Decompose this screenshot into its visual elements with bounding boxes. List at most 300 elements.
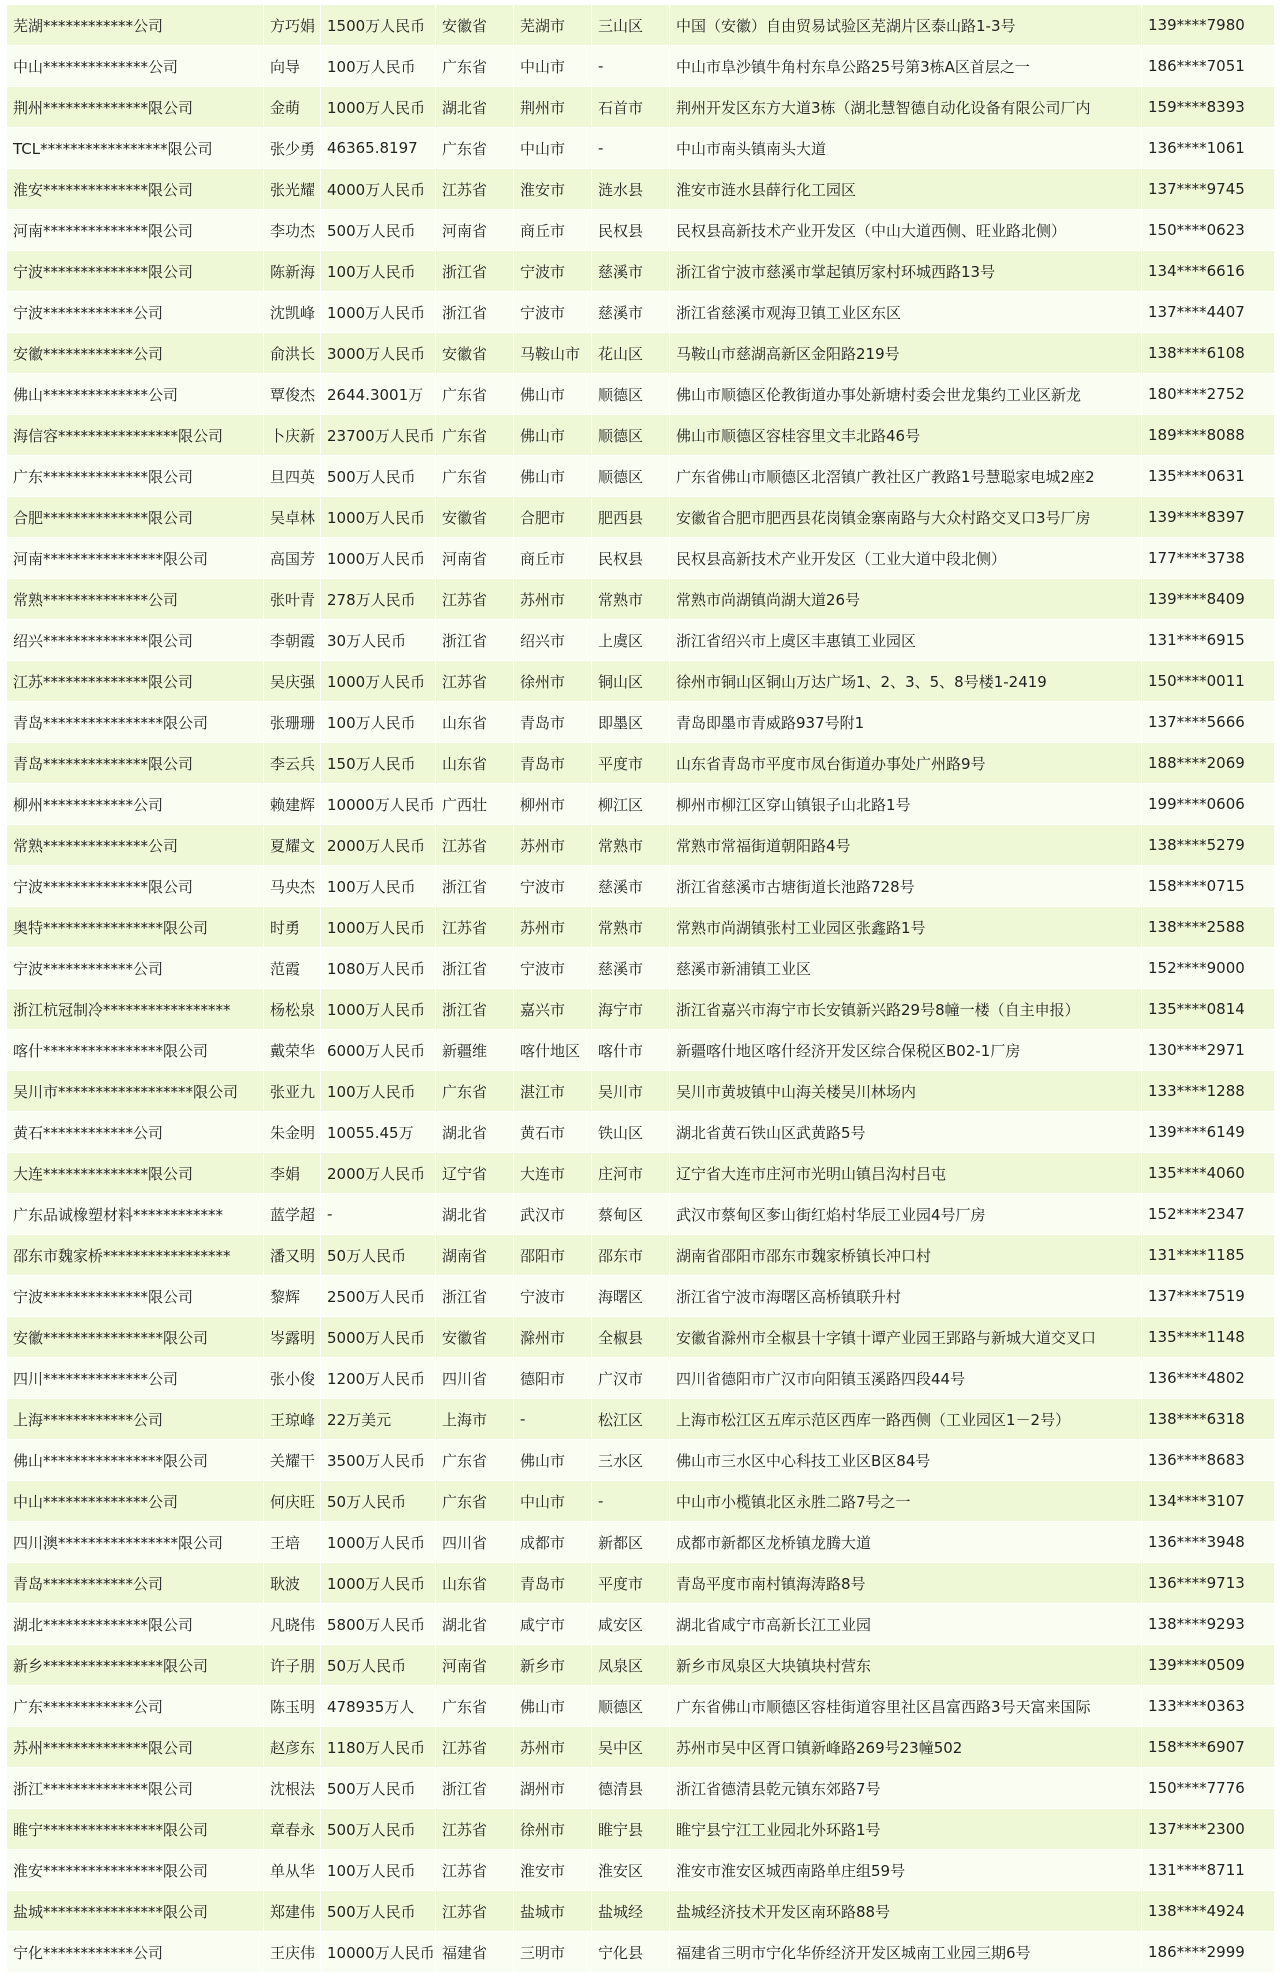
table-body [7, 5, 1275, 1973]
cell-province: 广东省 [436, 374, 514, 415]
cell-contact-person: 范霞 [264, 948, 321, 989]
cell-district: 慈溪市 [592, 866, 670, 907]
cell-registered-capital: 50万人民币 [321, 1235, 436, 1276]
cell-district: 德清县 [592, 1768, 670, 1809]
cell-phone: 150****0623 [1142, 210, 1275, 251]
table-row [7, 1153, 1275, 1194]
table-row [7, 743, 1275, 784]
cell-city: 中山市 [514, 1481, 592, 1522]
cell-address: 浙江省德清县乾元镇东郊路7号 [670, 1768, 1142, 1809]
table-row [7, 989, 1275, 1030]
cell-province: 四川省 [436, 1522, 514, 1563]
cell-province: 浙江省 [436, 866, 514, 907]
table-row [7, 579, 1275, 620]
table-row [7, 620, 1275, 661]
cell-phone: 186****7051 [1142, 46, 1275, 87]
cell-contact-person: 李云兵 [264, 743, 321, 784]
cell-city: 宁波市 [514, 948, 592, 989]
cell-district: 新都区 [592, 1522, 670, 1563]
cell-company-name: 邵东市魏家桥***************** [7, 1235, 264, 1276]
cell-city: 商丘市 [514, 538, 592, 579]
cell-address: 浙江省宁波市慈溪市掌起镇厉家村环城西路13号 [670, 251, 1142, 292]
table-row [7, 1481, 1275, 1522]
table-row [7, 128, 1275, 169]
cell-phone: 177****3738 [1142, 538, 1275, 579]
cell-registered-capital: 23700万人民币 [321, 415, 436, 456]
cell-province: 河南省 [436, 538, 514, 579]
cell-phone: 139****0509 [1142, 1645, 1275, 1686]
cell-contact-person: 郑建伟 [264, 1891, 321, 1932]
cell-company-name: 海信容****************限公司 [7, 415, 264, 456]
cell-company-name: 广东************公司 [7, 1686, 264, 1727]
cell-city: 青岛市 [514, 1563, 592, 1604]
table-row [7, 1194, 1275, 1235]
cell-district: 咸安区 [592, 1604, 670, 1645]
cell-phone: 130****2971 [1142, 1030, 1275, 1071]
table-row [7, 1563, 1275, 1604]
cell-phone: 150****0011 [1142, 661, 1275, 702]
cell-registered-capital: 150万人民币 [321, 743, 436, 784]
cell-address: 广东省佛山市顺德区北滘镇广教社区广教路1号慧聪家电城2座2 [670, 456, 1142, 497]
cell-city: 佛山市 [514, 415, 592, 456]
table-row [7, 1071, 1275, 1112]
cell-city: 徐州市 [514, 661, 592, 702]
cell-province: 浙江省 [436, 292, 514, 333]
cell-city: 佛山市 [514, 1440, 592, 1481]
cell-address: 常熟市常福街道朝阳路4号 [670, 825, 1142, 866]
cell-registered-capital: 2644.3001万 [321, 374, 436, 415]
cell-registered-capital: 500万人民币 [321, 1891, 436, 1932]
table-row [7, 907, 1275, 948]
cell-phone: 138****5279 [1142, 825, 1275, 866]
cell-contact-person: 王培 [264, 1522, 321, 1563]
cell-company-name: 浙江杭冠制冷***************** [7, 989, 264, 1030]
cell-city: 佛山市 [514, 456, 592, 497]
cell-phone: 139****8397 [1142, 497, 1275, 538]
cell-registered-capital: 5000万人民币 [321, 1317, 436, 1358]
cell-phone: 136****9713 [1142, 1563, 1275, 1604]
cell-contact-person: 向导 [264, 46, 321, 87]
cell-province: 广东省 [436, 415, 514, 456]
cell-registered-capital: 478935万人 [321, 1686, 436, 1727]
cell-contact-person: 夏耀文 [264, 825, 321, 866]
cell-address: 山东省青岛市平度市凤台街道办事处广州路9号 [670, 743, 1142, 784]
cell-district: 庄河市 [592, 1153, 670, 1194]
cell-city: 喀什地区 [514, 1030, 592, 1071]
cell-phone: 138****9293 [1142, 1604, 1275, 1645]
cell-phone: 135****0631 [1142, 456, 1275, 497]
cell-phone: 133****1288 [1142, 1071, 1275, 1112]
cell-province: 广东省 [436, 1481, 514, 1522]
cell-company-name: 佛山**************公司 [7, 374, 264, 415]
cell-phone: 137****2300 [1142, 1809, 1275, 1850]
cell-district: - [592, 1481, 670, 1522]
cell-address: 湖南省邵阳市邵东市魏家桥镇长冲口村 [670, 1235, 1142, 1276]
cell-registered-capital: 3000万人民币 [321, 333, 436, 374]
cell-company-name: 浙江**************限公司 [7, 1768, 264, 1809]
cell-address: 佛山市顺德区容桂容里文丰北路46号 [670, 415, 1142, 456]
table-row [7, 1932, 1275, 1973]
cell-address: 民权县高新技术产业开发区（中山大道西侧、旺业路北侧） [670, 210, 1142, 251]
cell-company-name: 吴川市******************限公司 [7, 1071, 264, 1112]
cell-contact-person: 时勇 [264, 907, 321, 948]
cell-province: 江苏省 [436, 579, 514, 620]
cell-province: 广东省 [436, 1071, 514, 1112]
cell-company-name: 青岛**************限公司 [7, 743, 264, 784]
cell-district: 民权县 [592, 538, 670, 579]
cell-contact-person: 赵彦东 [264, 1727, 321, 1768]
company-table [6, 4, 1275, 1973]
cell-province: 河南省 [436, 210, 514, 251]
cell-contact-person: 张珊珊 [264, 702, 321, 743]
table-row [7, 1112, 1275, 1153]
cell-contact-person: 沈根法 [264, 1768, 321, 1809]
cell-address: 吴川市黄坡镇中山海关楼吴川林场内 [670, 1071, 1142, 1112]
cell-company-name: 佛山****************限公司 [7, 1440, 264, 1481]
cell-district: 邵东市 [592, 1235, 670, 1276]
cell-district: 蔡甸区 [592, 1194, 670, 1235]
cell-company-name: 广东品诚橡塑材料************ [7, 1194, 264, 1235]
cell-registered-capital: 50万人民币 [321, 1645, 436, 1686]
cell-registered-capital: 30万人民币 [321, 620, 436, 661]
cell-phone: 138****6108 [1142, 333, 1275, 374]
cell-registered-capital: 100万人民币 [321, 1071, 436, 1112]
cell-address: 新疆喀什地区喀什经济开发区综合保税区B02-1厂房 [670, 1030, 1142, 1071]
cell-province: 湖北省 [436, 1604, 514, 1645]
cell-district: 柳江区 [592, 784, 670, 825]
cell-address: 新乡市凤泉区大块镇块村营东 [670, 1645, 1142, 1686]
cell-contact-person: 张小俊 [264, 1358, 321, 1399]
cell-registered-capital: 10000万人民币 [321, 784, 436, 825]
cell-district: 全椒县 [592, 1317, 670, 1358]
cell-city: 黄石市 [514, 1112, 592, 1153]
cell-registered-capital: 2000万人民币 [321, 825, 436, 866]
cell-registered-capital: 1000万人民币 [321, 292, 436, 333]
cell-province: 浙江省 [436, 620, 514, 661]
cell-company-name: 盐城****************限公司 [7, 1891, 264, 1932]
cell-phone: 159****8393 [1142, 87, 1275, 128]
cell-city: 苏州市 [514, 907, 592, 948]
cell-district: 慈溪市 [592, 948, 670, 989]
cell-district: 吴川市 [592, 1071, 670, 1112]
cell-phone: 138****4924 [1142, 1891, 1275, 1932]
cell-district: 顺德区 [592, 415, 670, 456]
cell-phone: 135****1148 [1142, 1317, 1275, 1358]
cell-address: 马鞍山市慈湖高新区金阳路219号 [670, 333, 1142, 374]
table-row [7, 251, 1275, 292]
cell-address: 中山市小榄镇北区永胜二路7号之一 [670, 1481, 1142, 1522]
cell-company-name: 奥特****************限公司 [7, 907, 264, 948]
cell-district: 淮安区 [592, 1850, 670, 1891]
table-row [7, 1686, 1275, 1727]
cell-address: 浙江省嘉兴市海宁市长安镇新兴路29号8幢一楼（自主申报） [670, 989, 1142, 1030]
table-row [7, 1440, 1275, 1481]
cell-province: 江苏省 [436, 169, 514, 210]
cell-contact-person: 戴荣华 [264, 1030, 321, 1071]
cell-phone: 158****6907 [1142, 1727, 1275, 1768]
table-row [7, 169, 1275, 210]
cell-registered-capital: 278万人民币 [321, 579, 436, 620]
cell-registered-capital: 100万人民币 [321, 251, 436, 292]
cell-district: 常熟市 [592, 907, 670, 948]
cell-contact-person: 卜庆新 [264, 415, 321, 456]
cell-address: 常熟市尚湖镇张村工业园区张鑫路1号 [670, 907, 1142, 948]
cell-contact-person: 章春永 [264, 1809, 321, 1850]
cell-registered-capital: 2000万人民币 [321, 1153, 436, 1194]
cell-district: 肥西县 [592, 497, 670, 538]
cell-city: - [514, 1399, 592, 1440]
table-row [7, 661, 1275, 702]
cell-province: 广东省 [436, 128, 514, 169]
cell-province: 湖北省 [436, 1112, 514, 1153]
cell-district: 吴中区 [592, 1727, 670, 1768]
table-row [7, 702, 1275, 743]
cell-address: 荆州开发区东方大道3栋（湖北慧智德自动化设备有限公司厂内 [670, 87, 1142, 128]
cell-city: 柳州市 [514, 784, 592, 825]
cell-province: 广东省 [436, 1686, 514, 1727]
cell-registered-capital: 1000万人民币 [321, 538, 436, 579]
table-row [7, 784, 1275, 825]
cell-province: 湖北省 [436, 1194, 514, 1235]
cell-phone: 135****0814 [1142, 989, 1275, 1030]
cell-contact-person: 沈凯峰 [264, 292, 321, 333]
table-row [7, 333, 1275, 374]
cell-contact-person: 马央杰 [264, 866, 321, 907]
cell-province: 安徽省 [436, 5, 514, 46]
cell-contact-person: 俞洪长 [264, 333, 321, 374]
cell-contact-person: 陈新海 [264, 251, 321, 292]
table-row [7, 415, 1275, 456]
cell-phone: 136****4802 [1142, 1358, 1275, 1399]
cell-district: 涟水县 [592, 169, 670, 210]
cell-contact-person: 张亚九 [264, 1071, 321, 1112]
cell-registered-capital: 1180万人民币 [321, 1727, 436, 1768]
cell-company-name: 河南**************限公司 [7, 210, 264, 251]
cell-address: 常熟市尚湖镇尚湖大道26号 [670, 579, 1142, 620]
cell-province: 安徽省 [436, 497, 514, 538]
cell-province: 广东省 [436, 456, 514, 497]
cell-city: 成都市 [514, 1522, 592, 1563]
cell-address: 中国（安徽）自由贸易试验区芜湖片区泰山路1-3号 [670, 5, 1142, 46]
cell-address: 中山市南头镇南头大道 [670, 128, 1142, 169]
cell-phone: 136****8683 [1142, 1440, 1275, 1481]
cell-province: 浙江省 [436, 1768, 514, 1809]
cell-district: 平度市 [592, 1563, 670, 1604]
cell-province: 浙江省 [436, 251, 514, 292]
cell-contact-person: 黎辉 [264, 1276, 321, 1317]
cell-province: 山东省 [436, 702, 514, 743]
cell-phone: 131****8711 [1142, 1850, 1275, 1891]
cell-company-name: 河南****************限公司 [7, 538, 264, 579]
cell-company-name: 青岛************公司 [7, 1563, 264, 1604]
cell-address: 盐城经济技术开发区南环路88号 [670, 1891, 1142, 1932]
cell-company-name: 黄石************公司 [7, 1112, 264, 1153]
cell-company-name: 宁波**************限公司 [7, 1276, 264, 1317]
cell-registered-capital: 5800万人民币 [321, 1604, 436, 1645]
cell-province: 辽宁省 [436, 1153, 514, 1194]
table-row [7, 538, 1275, 579]
cell-phone: 131****6915 [1142, 620, 1275, 661]
table-row [7, 1030, 1275, 1071]
cell-company-name: 淮安****************限公司 [7, 1850, 264, 1891]
table-row [7, 46, 1275, 87]
cell-registered-capital: 500万人民币 [321, 210, 436, 251]
cell-city: 新乡市 [514, 1645, 592, 1686]
cell-registered-capital: 10000万人民币 [321, 1932, 436, 1973]
cell-phone: 133****0363 [1142, 1686, 1275, 1727]
cell-province: 湖南省 [436, 1235, 514, 1276]
cell-company-name: 中山**************公司 [7, 1481, 264, 1522]
cell-contact-person: 杨松泉 [264, 989, 321, 1030]
cell-city: 咸宁市 [514, 1604, 592, 1645]
cell-company-name: TCL*****************限公司 [7, 128, 264, 169]
cell-phone: 189****8088 [1142, 415, 1275, 456]
cell-address: 湖北省咸宁市高新长江工业园 [670, 1604, 1142, 1645]
cell-district: 盐城经 [592, 1891, 670, 1932]
cell-contact-person: 关耀干 [264, 1440, 321, 1481]
table-row [7, 1235, 1275, 1276]
cell-district: 常熟市 [592, 579, 670, 620]
cell-district: - [592, 46, 670, 87]
cell-contact-person: 李功杰 [264, 210, 321, 251]
cell-province: 上海市 [436, 1399, 514, 1440]
cell-province: 江苏省 [436, 825, 514, 866]
cell-contact-person: 高国芳 [264, 538, 321, 579]
cell-company-name: 四川澳****************限公司 [7, 1522, 264, 1563]
cell-phone: 137****7519 [1142, 1276, 1275, 1317]
cell-city: 苏州市 [514, 1727, 592, 1768]
cell-city: 宁波市 [514, 1276, 592, 1317]
table-row [7, 1850, 1275, 1891]
cell-address: 浙江省绍兴市上虞区丰惠镇工业园区 [670, 620, 1142, 661]
cell-city: 荆州市 [514, 87, 592, 128]
cell-district: 常熟市 [592, 825, 670, 866]
cell-city: 佛山市 [514, 374, 592, 415]
cell-company-name: 苏州**************限公司 [7, 1727, 264, 1768]
cell-province: 河南省 [436, 1645, 514, 1686]
cell-registered-capital: 1000万人民币 [321, 497, 436, 538]
cell-province: 山东省 [436, 743, 514, 784]
cell-phone: 139****8409 [1142, 579, 1275, 620]
cell-company-name: 江苏**************限公司 [7, 661, 264, 702]
table-row [7, 1727, 1275, 1768]
cell-registered-capital: 100万人民币 [321, 866, 436, 907]
cell-address: 青岛即墨市青威路937号附1 [670, 702, 1142, 743]
cell-city: 合肥市 [514, 497, 592, 538]
cell-district: 顺德区 [592, 456, 670, 497]
cell-city: 淮安市 [514, 1850, 592, 1891]
cell-phone: 199****0606 [1142, 784, 1275, 825]
cell-registered-capital: 1000万人民币 [321, 1563, 436, 1604]
table-row [7, 1645, 1275, 1686]
cell-district: 顺德区 [592, 374, 670, 415]
table-row [7, 1276, 1275, 1317]
cell-city: 青岛市 [514, 743, 592, 784]
cell-city: 盐城市 [514, 1891, 592, 1932]
cell-phone: 188****2069 [1142, 743, 1275, 784]
cell-address: 民权县高新技术产业开发区（工业大道中段北侧） [670, 538, 1142, 579]
cell-registered-capital: 22万美元 [321, 1399, 436, 1440]
cell-company-name: 宁波**************限公司 [7, 251, 264, 292]
cell-registered-capital: 1000万人民币 [321, 989, 436, 1030]
cell-company-name: 大连**************限公司 [7, 1153, 264, 1194]
cell-district: 顺德区 [592, 1686, 670, 1727]
table-row [7, 1809, 1275, 1850]
cell-district: 凤泉区 [592, 1645, 670, 1686]
cell-phone: 134****3107 [1142, 1481, 1275, 1522]
cell-contact-person: 李娟 [264, 1153, 321, 1194]
cell-company-name: 常熟**************公司 [7, 579, 264, 620]
cell-company-name: 睢宁****************限公司 [7, 1809, 264, 1850]
cell-district: 铁山区 [592, 1112, 670, 1153]
cell-phone: 136****3948 [1142, 1522, 1275, 1563]
cell-address: 苏州市吴中区胥口镇新峰路269号23幢502 [670, 1727, 1142, 1768]
cell-address: 浙江省慈溪市观海卫镇工业区东区 [670, 292, 1142, 333]
table-row [7, 1891, 1275, 1932]
cell-phone: 152****9000 [1142, 948, 1275, 989]
cell-city: 宁波市 [514, 866, 592, 907]
table-row [7, 1604, 1275, 1645]
cell-company-name: 四川**************公司 [7, 1358, 264, 1399]
cell-contact-person: 岑露明 [264, 1317, 321, 1358]
table-row [7, 948, 1275, 989]
cell-contact-person: 吴庆强 [264, 661, 321, 702]
cell-registered-capital: 6000万人民币 [321, 1030, 436, 1071]
cell-province: 新疆维 [436, 1030, 514, 1071]
cell-city: 徐州市 [514, 1809, 592, 1850]
cell-address: 辽宁省大连市庄河市光明山镇吕沟村吕屯 [670, 1153, 1142, 1194]
cell-address: 佛山市三水区中心科技工业区B区84号 [670, 1440, 1142, 1481]
cell-city: 嘉兴市 [514, 989, 592, 1030]
cell-city: 德阳市 [514, 1358, 592, 1399]
cell-address: 上海市松江区五库示范区西库一路西侧（工业园区1－2号） [670, 1399, 1142, 1440]
cell-registered-capital: 2500万人民币 [321, 1276, 436, 1317]
table-row [7, 1317, 1275, 1358]
cell-company-name: 常熟**************公司 [7, 825, 264, 866]
cell-city: 马鞍山市 [514, 333, 592, 374]
cell-phone: 180****2752 [1142, 374, 1275, 415]
cell-province: 江苏省 [436, 1809, 514, 1850]
cell-phone: 137****9745 [1142, 169, 1275, 210]
cell-phone: 152****2347 [1142, 1194, 1275, 1235]
cell-contact-person: 张叶青 [264, 579, 321, 620]
cell-city: 湛江市 [514, 1071, 592, 1112]
cell-phone: 186****2999 [1142, 1932, 1275, 1973]
cell-phone: 135****4060 [1142, 1153, 1275, 1194]
cell-contact-person: 潘又明 [264, 1235, 321, 1276]
cell-district: 石首市 [592, 87, 670, 128]
table-row [7, 825, 1275, 866]
cell-city: 宁波市 [514, 292, 592, 333]
cell-city: 邵阳市 [514, 1235, 592, 1276]
cell-district: 广汉市 [592, 1358, 670, 1399]
cell-district: 喀什市 [592, 1030, 670, 1071]
cell-contact-person: 吴卓林 [264, 497, 321, 538]
table-row [7, 1768, 1275, 1809]
cell-district: 松江区 [592, 1399, 670, 1440]
cell-province: 广东省 [436, 46, 514, 87]
cell-district: 海曙区 [592, 1276, 670, 1317]
table-row [7, 1358, 1275, 1399]
cell-registered-capital: 100万人民币 [321, 702, 436, 743]
cell-province: 浙江省 [436, 1276, 514, 1317]
cell-address: 淮安市淮安区城西南路单庄组59号 [670, 1850, 1142, 1891]
cell-phone: 138****2588 [1142, 907, 1275, 948]
cell-contact-person: 许子朋 [264, 1645, 321, 1686]
cell-district: - [592, 128, 670, 169]
cell-district: 海宁市 [592, 989, 670, 1030]
cell-city: 商丘市 [514, 210, 592, 251]
